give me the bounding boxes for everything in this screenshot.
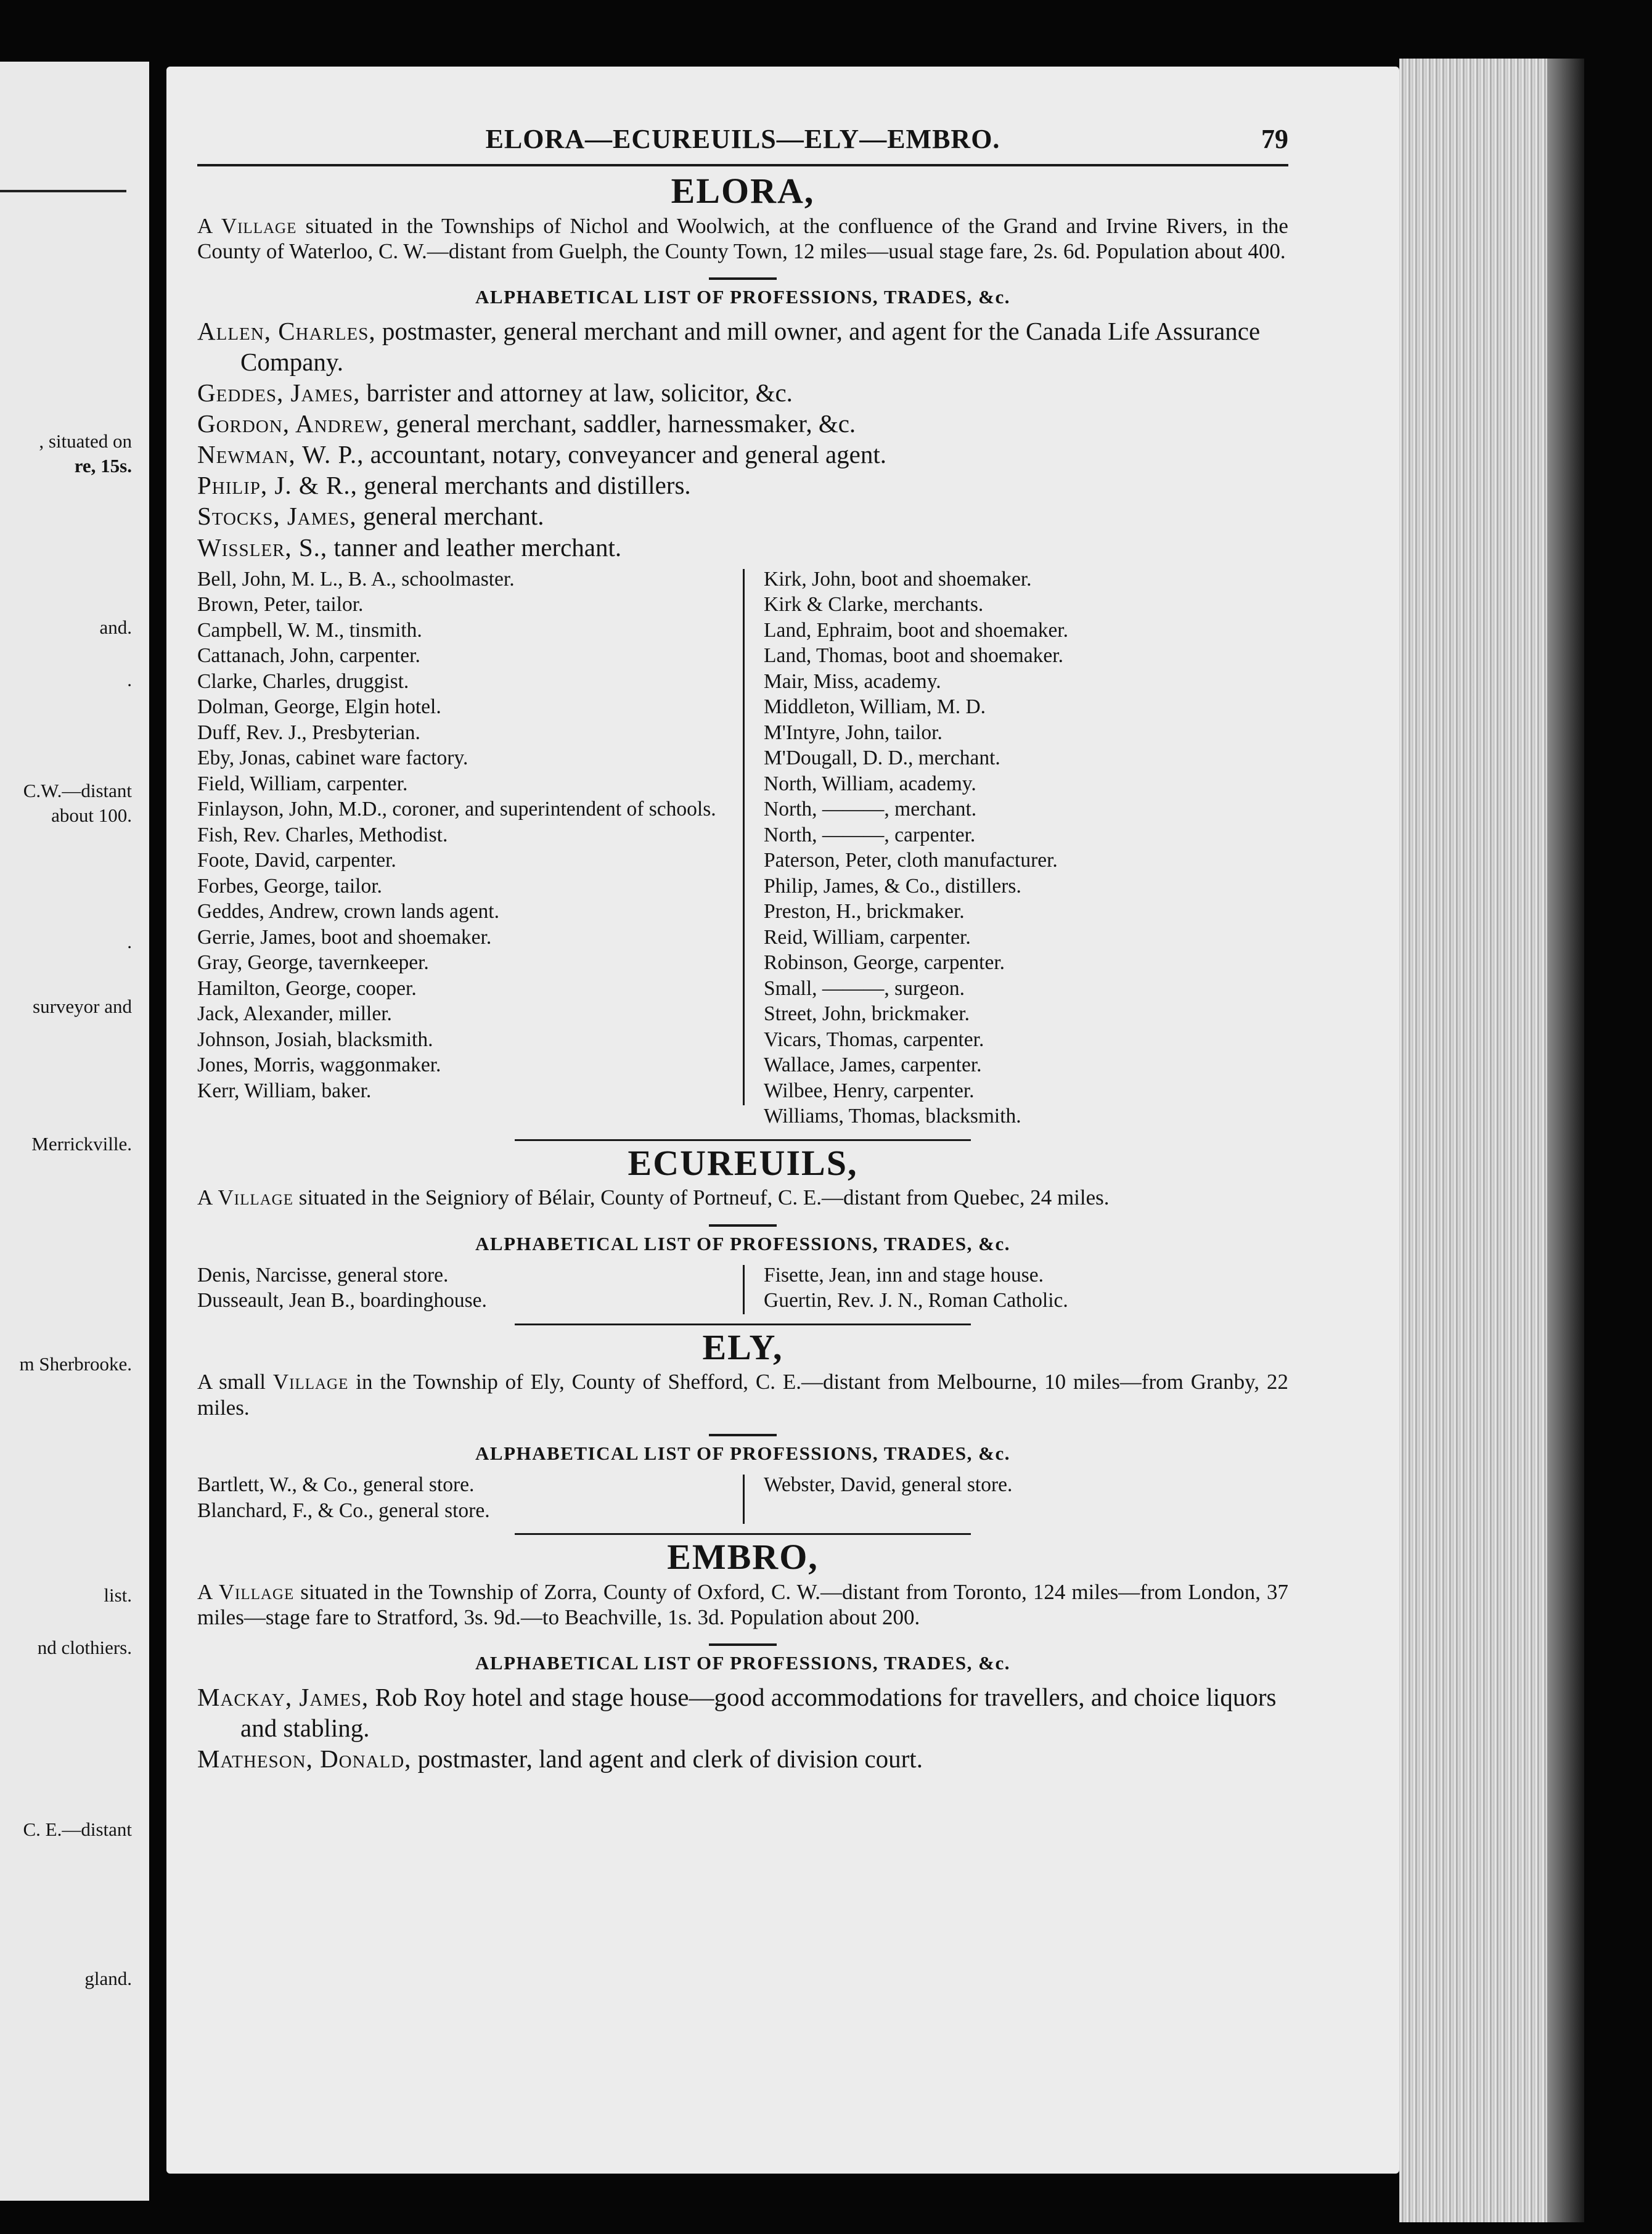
previous-page-fragment: m Sherbrooke. — [19, 1353, 132, 1375]
page-number: 79 — [1261, 124, 1288, 154]
section-ely — [197, 1328, 1288, 1523]
directory-entry: Land, Thomas, boot and shoemaker. — [764, 644, 1063, 668]
directory-entry: Jones, Morris, waggonmaker. — [197, 1054, 441, 1077]
entry-text: general merchant, saddler, harnessmaker, &c. — [390, 409, 856, 438]
previous-page-fragment: list. — [104, 1584, 132, 1606]
directory-entry: Bartlett, W., & Co., general store. — [197, 1473, 475, 1496]
page-edges — [1399, 59, 1584, 2222]
directory-entry: Kirk & Clarke, merchants. — [764, 593, 984, 616]
directory-entry: Middleton, William, M. D. — [764, 695, 986, 719]
running-head-title: ELORA—ECUREUILS—ELY—EMBRO. — [485, 124, 1000, 154]
entry-text: postmaster, general merchant and mill owner, and agent for the Canada Life Assurance Company. — [240, 317, 1261, 377]
entry-name: Matheson, Donald, — [197, 1745, 412, 1774]
directory-entry — [197, 439, 1288, 470]
desc-text: situated in the Seigniory of Bélair, County of Portneuf, C. E.—distant from Quebec, 24 miles. — [293, 1185, 1110, 1210]
directory-entry: North, ———, merchant. — [764, 798, 977, 821]
entry-name: Wissler, S., — [197, 533, 328, 562]
desc-lead: Village — [272, 1370, 349, 1394]
directory-entry — [197, 501, 1288, 531]
directory-entry: Philip, James, & Co., distillers. — [764, 874, 1021, 898]
directory-entry: Blanchard, F., & Co., general store. — [197, 1499, 490, 1522]
directory-entry: Clarke, Charles, druggist. — [197, 669, 409, 693]
previous-page-fragment: re, 15s. — [74, 455, 132, 477]
short-rule — [709, 1643, 777, 1646]
directory-entry: Fish, Rev. Charles, Methodist. — [197, 823, 448, 846]
major-entries — [197, 1682, 1288, 1774]
directory-entry — [197, 377, 1288, 408]
directory-entry: Finlayson, John, M.D., coroner, and superintendent of schools. — [197, 798, 716, 821]
previous-page-fragment: Merrickville. — [31, 1133, 132, 1155]
right-column — [743, 1472, 1288, 1523]
entry-name: Geddes, James, — [197, 378, 361, 407]
directory-entry: Wallace, James, carpenter. — [764, 1054, 982, 1077]
directory-entry: Robinson, George, carpenter. — [764, 951, 1005, 975]
place-description — [197, 1369, 1288, 1420]
desc-lead: A Village — [197, 1185, 293, 1210]
directory-entry — [197, 408, 1288, 439]
directory-entry: Fisette, Jean, inn and stage house. — [764, 1263, 1044, 1287]
short-rule — [709, 277, 777, 280]
directory-entry: Mair, Miss, academy. — [764, 669, 941, 693]
directory-entry: Forbes, George, tailor. — [197, 874, 382, 898]
directory-entry: Webster, David, general store. — [764, 1473, 1013, 1496]
directory-entry: Geddes, Andrew, crown lands agent. — [197, 900, 499, 923]
section-rule — [515, 1139, 971, 1141]
directory-entry: Vicars, Thomas, carpenter. — [764, 1028, 984, 1051]
head-rule — [197, 164, 1288, 166]
minor-entries — [197, 1472, 1288, 1523]
directory-entry: Campbell, W. M., tinsmith. — [197, 618, 422, 642]
directory-entry: Reid, William, carpenter. — [764, 925, 971, 949]
column-divider — [743, 1265, 745, 1314]
directory-entry: M'Dougall, D. D., merchant. — [764, 747, 1000, 770]
left-column — [197, 1472, 743, 1523]
directory-entry — [197, 470, 1288, 501]
directory-entry: Land, Ephraim, boot and shoemaker. — [764, 618, 1068, 642]
entry-name: Philip, J. & R., — [197, 471, 358, 500]
entry-name: Allen, Charles, — [197, 317, 376, 346]
directory-entry: Preston, H., brickmaker. — [764, 900, 965, 923]
directory-entry: Bell, John, M. L., B. A., schoolmaster. — [197, 567, 515, 591]
directory-entry: North, ———, carpenter. — [764, 823, 976, 846]
desc-text: in the Township of Ely, County of Shefford, C. E.—distant from Melbourne, 10 miles—from Granby, 22 miles. — [197, 1370, 1288, 1420]
directory-entry: Field, William, carpenter. — [197, 772, 408, 795]
entry-name: Newman, W. P., — [197, 440, 364, 469]
entry-text: postmaster, land agent and clerk of division court. — [411, 1745, 923, 1774]
directory-entry: Dusseault, Jean B., boardinghouse. — [197, 1289, 487, 1312]
running-head — [197, 123, 1288, 160]
right-column — [743, 1262, 1288, 1314]
section-ecureuils — [197, 1144, 1288, 1314]
directory-entry — [197, 1682, 1288, 1743]
previous-page-fragment: surveyor and — [33, 996, 132, 1017]
entry-text: tanner and leather merchant. — [327, 533, 622, 562]
place-description — [197, 1185, 1288, 1210]
entry-text: Rob Roy hotel and stage house—good accommodations for travellers, and choice liquors and stabling. — [240, 1683, 1277, 1743]
directory-entry: Guertin, Rev. J. N., Roman Catholic. — [764, 1289, 1068, 1312]
desc-lead: A Village — [197, 213, 297, 238]
directory-entry — [197, 532, 1288, 563]
section-elora — [197, 171, 1288, 1129]
directory-entry: Kerr, William, baker. — [197, 1079, 372, 1102]
column-divider — [743, 1475, 745, 1524]
entry-name: Gordon, Andrew, — [197, 409, 390, 438]
directory-entry: Foote, David, carpenter. — [197, 849, 396, 872]
directory-entry: Duff, Rev. J., Presbyterian. — [197, 721, 420, 744]
section-rule — [515, 1324, 971, 1325]
desc-pre: A small — [197, 1370, 273, 1394]
directory-entry: Street, John, brickmaker. — [764, 1002, 970, 1026]
directory-entry: Dolman, George, Elgin hotel. — [197, 695, 441, 719]
column-divider — [743, 569, 745, 1105]
directory-entry — [197, 1743, 1288, 1774]
directory-entry: Gerrie, James, boot and shoemaker. — [197, 925, 492, 949]
directory-entry: Cattanach, John, carpenter. — [197, 644, 420, 668]
entry-text: general merchant. — [356, 502, 544, 531]
desc-text: situated in the Township of Zorra, County of Oxford, C. W.—distant from Toronto, 124 miles—from London, 37 miles—stage fare to Stratford, 3s. 9d.—to Beachville, 1s. 3d. Population about 200. — [197, 1579, 1288, 1630]
previous-page-fragment: gland. — [84, 1968, 132, 1989]
place-name: ELY, — [702, 1327, 783, 1367]
previous-page-fragment: . — [127, 669, 132, 690]
right-column — [743, 567, 1288, 1129]
directory-entry: Johnson, Josiah, blacksmith. — [197, 1028, 433, 1051]
directory-entry: Eby, Jonas, cabinet ware factory. — [197, 747, 468, 770]
previous-page-fragment: and. — [99, 616, 132, 638]
section-rule — [515, 1533, 971, 1535]
previous-page-fragment: C. E.—distant — [23, 1819, 132, 1840]
place-name: ELORA, — [671, 171, 815, 211]
minor-entries — [197, 1262, 1288, 1314]
directory-entry: Gray, George, tavernkeeper. — [197, 951, 429, 975]
list-heading: ALPHABETICAL LIST OF PROFESSIONS, TRADES, &c. — [475, 286, 1010, 308]
directory-entry: Small, ———, surgeon. — [764, 976, 965, 1000]
minor-entries — [197, 567, 1288, 1129]
left-column — [197, 567, 743, 1129]
list-heading: ALPHABETICAL LIST OF PROFESSIONS, TRADES, &c. — [475, 1652, 1010, 1674]
directory-entry: Hamilton, George, cooper. — [197, 976, 417, 1000]
page-content — [197, 123, 1288, 1774]
entry-text: barrister and attorney at law, solicitor, &c. — [360, 378, 793, 407]
directory-entry: M'Intyre, John, tailor. — [764, 721, 943, 744]
place-description — [197, 1579, 1288, 1630]
directory-entry: Williams, Thomas, blacksmith. — [764, 1105, 1021, 1128]
left-column — [197, 1262, 743, 1314]
previous-page-fragment: C.W.—distant — [23, 780, 132, 801]
previous-page-fragment: about 100. — [51, 804, 132, 826]
major-entries — [197, 316, 1288, 562]
directory-entry: Jack, Alexander, miller. — [197, 1002, 392, 1026]
previous-page-edge — [0, 62, 149, 2201]
directory-entry: Kirk, John, boot and shoemaker. — [764, 567, 1032, 591]
directory-entry — [197, 316, 1288, 377]
entry-text: general merchants and distillers. — [357, 471, 691, 500]
previous-page-fragment: , situated on — [39, 430, 132, 452]
directory-entry: Brown, Peter, tailor. — [197, 593, 364, 616]
previous-page-fragment: . — [127, 931, 132, 952]
place-name: EMBRO, — [667, 1537, 819, 1577]
section-embro — [197, 1537, 1288, 1774]
short-rule — [709, 1434, 777, 1436]
entry-name: Mackay, James, — [197, 1683, 369, 1712]
place-description — [197, 213, 1288, 264]
list-heading: ALPHABETICAL LIST OF PROFESSIONS, TRADES, &c. — [475, 1232, 1010, 1254]
directory-entry: Paterson, Peter, cloth manufacturer. — [764, 849, 1058, 872]
directory-entry: Wilbee, Henry, carpenter. — [764, 1079, 975, 1102]
directory-entry: Denis, Narcisse, general store. — [197, 1263, 449, 1287]
list-heading: ALPHABETICAL LIST OF PROFESSIONS, TRADES, &c. — [475, 1442, 1010, 1464]
desc-text: situated in the Townships of Nichol and Woolwich, at the confluence of the Grand and Irvine Rivers, in the County of Waterloo, C. W.—distant from Guelph, the County Town, 12 miles—usual stage fare, 2s. 6d. Population about 400. — [197, 213, 1288, 264]
desc-lead: A Village — [197, 1579, 295, 1604]
previous-page-fragment: nd clothiers. — [37, 1637, 132, 1658]
directory-entry: North, William, academy. — [764, 772, 976, 795]
short-rule — [709, 1224, 777, 1227]
entry-name: Stocks, James, — [197, 502, 357, 531]
place-name: ECUREUILS, — [628, 1142, 858, 1183]
previous-page-rule — [0, 190, 126, 192]
entry-text: accountant, notary, conveyancer and general agent. — [364, 440, 886, 469]
